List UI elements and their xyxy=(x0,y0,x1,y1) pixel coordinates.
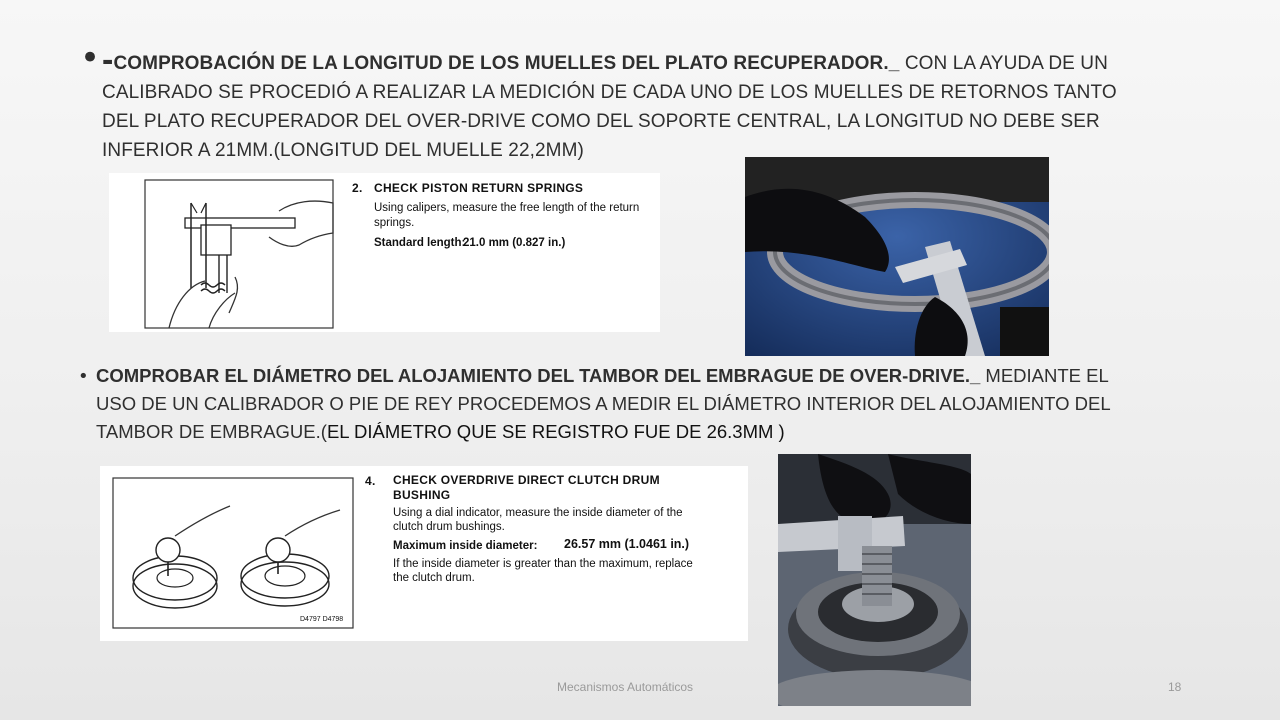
manual-2-line1: Using a dial indicator, measure the inside diameter of the xyxy=(393,507,683,519)
caliper-illustration xyxy=(109,173,334,332)
section-2-text xyxy=(96,362,1116,446)
photo-caliper-spring-measurement xyxy=(745,157,1049,356)
manual-2-fig-code: D4797 D4798 xyxy=(300,616,344,623)
manual-2-max-label: Maximum inside diameter: xyxy=(393,540,538,552)
manual-2-number: 4. xyxy=(365,474,376,488)
manual-figure-clutch-drum xyxy=(100,466,748,641)
manual-2-line4: the clutch drum. xyxy=(393,572,475,584)
bullet-1: • xyxy=(80,38,101,78)
photo-1-image xyxy=(745,157,1049,356)
manual-2-heading-1: CHECK OVERDRIVE DIRECT CLUTCH DRUM xyxy=(393,473,660,487)
section-2-title: COMPROBAR EL DIÁMETRO DEL ALOJAMIENTO DEL TAMBOR DEL EMBRAGUE DE OVER-DRIVE._ xyxy=(96,365,981,386)
manual-1-line2: springs. xyxy=(374,217,415,229)
footer-title: Mecanismos Automáticos xyxy=(557,680,694,694)
photo-2-image xyxy=(778,454,971,706)
page-number: 18 xyxy=(1168,680,1182,694)
manual-2-max-value: 26.57 mm (1.0461 in.) xyxy=(564,537,690,551)
photo-clutch-drum-measurement xyxy=(778,454,971,706)
dial-indicator-illustration xyxy=(100,466,355,641)
manual-1-heading: CHECK PISTON RETURN SPRINGS xyxy=(374,181,584,195)
manual-2-line3: If the inside diameter is greater than the maximum, replace xyxy=(393,558,693,570)
manual-1-std-value: 21.0 mm (0.827 in.) xyxy=(463,237,566,249)
section-1-dash: - xyxy=(102,41,114,79)
section-1-body: CON LA AYUDA DE UN CALIBRADO SE PROCEDIÓ A REALIZAR LA MEDICIÓN DE CADA UNO DE LOS MUELLES DE RETORNOS TANTO DEL PLATO RECUPERADOR DEL OVER-DRIVE COMO DEL SOPORTE CENTRAL, LA LONGITUD NO DEBE SER INFERIOR A 21MM.(LONGITUD DEL MUELLE 22,2MM) xyxy=(102,53,1117,161)
bullet-2: • xyxy=(78,366,89,387)
manual-2-line2: clutch drum bushings. xyxy=(393,521,505,533)
manual-1-line1: Using calipers, measure the free length of the return xyxy=(374,202,640,214)
section-1-title: COMPROBACIÓN DE LA LONGITUD DE LOS MUELLES DEL PLATO RECUPERADOR._ xyxy=(113,53,900,74)
section-1-text xyxy=(102,41,1152,165)
manual-1-number: 2. xyxy=(352,181,363,195)
manual-2-heading-2: BUSHING xyxy=(393,488,451,502)
manual-figure-piston-springs xyxy=(109,173,660,332)
section-2-body-dark: EL DIÁMETRO QUE SE REGISTRO FUE DE 26.3MM ) xyxy=(326,421,785,442)
section-2-body: MEDIANTE EL USO DE UN CALIBRADOR O PIE DE REY PROCEDEMOS A MEDIR EL DIÁMETRO INTERIOR DEL ALOJAMIENTO DEL TAMBOR DE EMBRAGUE.( xyxy=(96,365,1110,442)
manual-1-std-label: Standard length: xyxy=(374,237,466,249)
